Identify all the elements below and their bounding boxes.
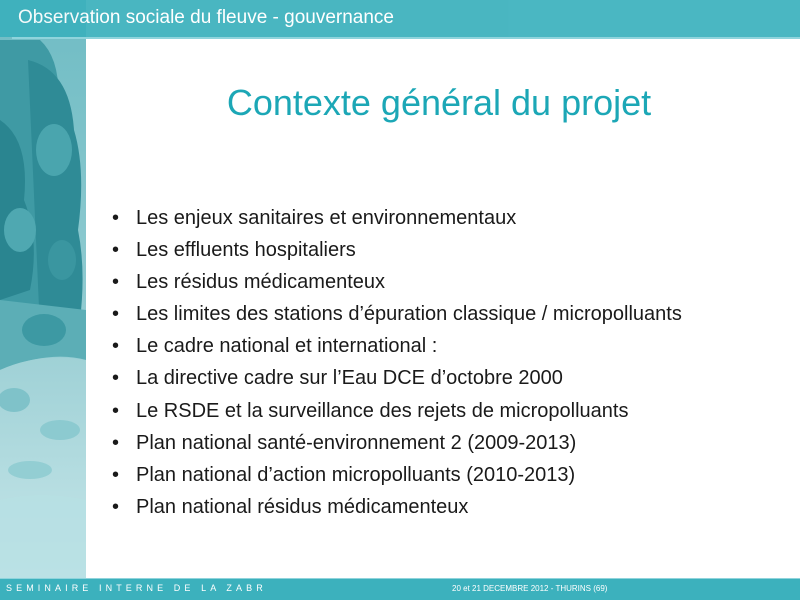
list-item (112, 492, 682, 524)
bullet-icon: • (112, 431, 120, 454)
list-item (112, 331, 682, 363)
bullet-icon: • (112, 463, 120, 486)
bullet-text: Les enjeux sanitaires et environnementaux (136, 207, 517, 229)
footer-date-location: 20 et 21 DECEMBRE 2012 - THURINS (69) (452, 584, 608, 593)
bullet-text: Le cadre national et international : (136, 335, 438, 358)
list-item (112, 428, 682, 460)
list-item (112, 460, 682, 492)
header-bar (0, 0, 800, 37)
list-item (112, 267, 682, 299)
bullet-icon: • (112, 335, 120, 358)
bullet-icon: • (112, 303, 120, 326)
bullet-text: Les résidus médicamenteux (136, 271, 386, 294)
list-item (112, 235, 682, 267)
bullet-text: Plan national santé-environnement 2 (2009-2013) (136, 431, 577, 454)
list-item (112, 299, 682, 331)
list-item (112, 203, 682, 235)
bullet-text: Le RSDE et la surveillance des rejets de micropolluants (136, 399, 629, 422)
slide-title: Contexte général du projet (226, 82, 652, 123)
bullet-text: Plan national résidus médicamenteux (136, 495, 469, 518)
footer-seminar-label: SEMINAIRE INTERNE DE LA ZABR (6, 583, 267, 593)
bullet-text: La directive cadre sur l’Eau DCE d’octobre 2000 (136, 367, 563, 390)
list-item (112, 396, 682, 428)
bullet-list (112, 203, 682, 524)
list-item (112, 363, 682, 395)
bullet-text: Plan national d’action micropolluants (2010-2013) (136, 463, 576, 486)
bullet-text: Les limites des stations d’épuration classique / micropolluants (136, 303, 682, 326)
bullet-icon: • (112, 239, 120, 262)
footer-divider (0, 578, 800, 579)
header-divider (12, 37, 800, 39)
header-title: Observation sociale du fleuve - gouvernance (18, 7, 395, 28)
bullet-icon: • (112, 367, 120, 390)
bullet-icon: • (112, 207, 120, 229)
bullet-icon: • (112, 399, 120, 422)
bullet-icon: • (112, 271, 120, 294)
bullet-icon: • (112, 495, 120, 518)
bullet-text: Les effluents hospitaliers (136, 239, 356, 262)
footer-bar (0, 578, 800, 600)
river-landscape-image (0, 0, 86, 578)
